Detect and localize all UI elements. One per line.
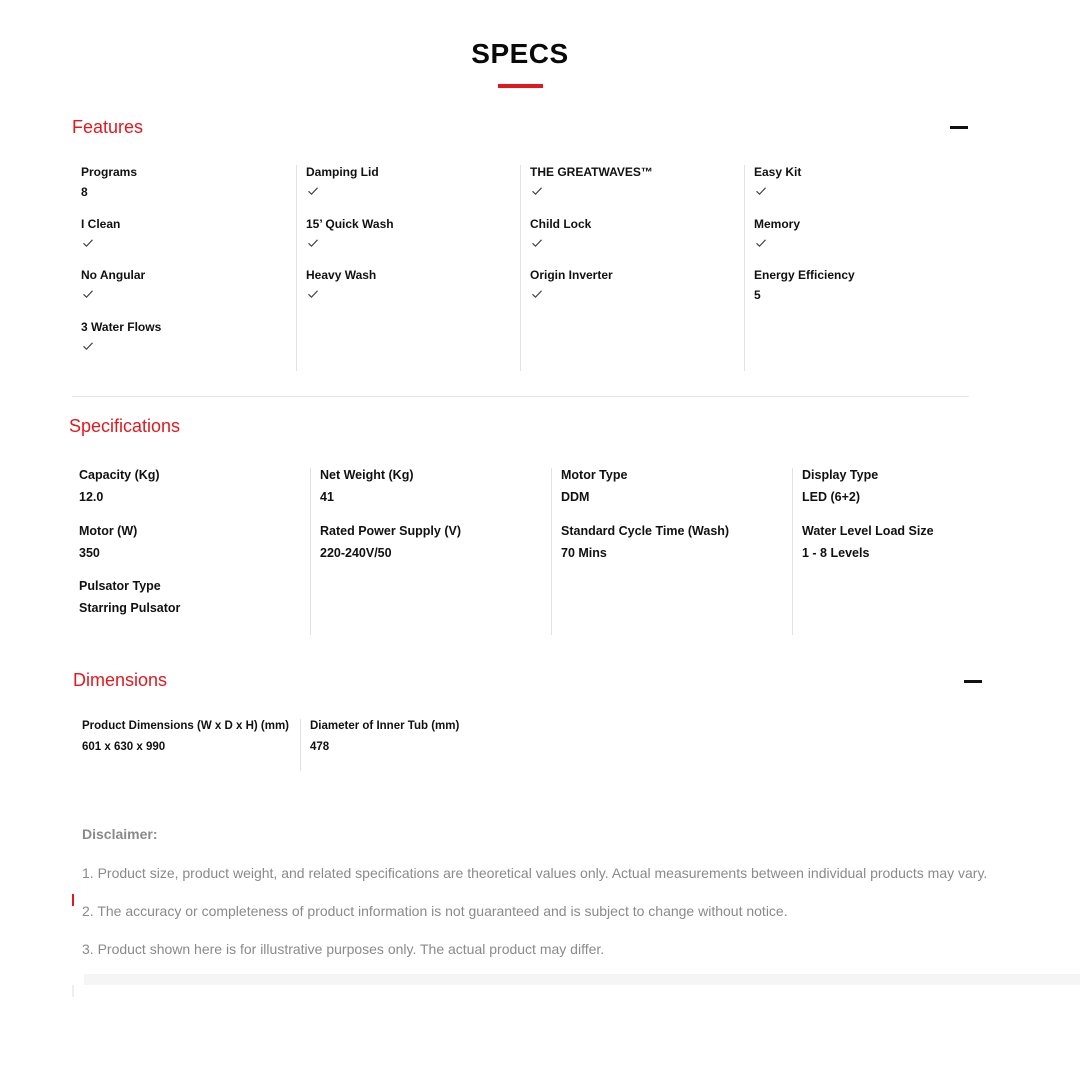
item-label: I Clean bbox=[81, 216, 121, 231]
item-value: 478 bbox=[310, 741, 330, 753]
specifications-item-rated-power-supply-v bbox=[320, 524, 543, 580]
dimensions-item-diameter-of-inner-tub-mm bbox=[310, 719, 519, 771]
item-value: 1 - 8 Levels bbox=[802, 545, 870, 560]
disclaimer-line: 2. The accuracy or completeness of product information is not guaranteed and is subject to change without notice. bbox=[82, 903, 788, 919]
item-label: Memory bbox=[754, 216, 801, 231]
disclaimer bbox=[82, 826, 1042, 956]
check-icon bbox=[307, 185, 319, 197]
item-value: 5 bbox=[754, 288, 761, 302]
specifications-grid bbox=[70, 468, 1033, 635]
specifications-item-pulsator-type bbox=[79, 579, 302, 635]
features-item-easy-kit bbox=[754, 165, 960, 217]
item-value: 601 x 630 x 990 bbox=[82, 741, 166, 753]
item-label: Programs bbox=[81, 165, 138, 179]
features-column bbox=[72, 165, 296, 371]
features-column bbox=[744, 165, 968, 371]
features-heading[interactable]: Features bbox=[72, 117, 144, 137]
page-title: SPECS bbox=[471, 38, 569, 69]
item-label: No Angular bbox=[81, 268, 146, 282]
features-item-3-water-flows bbox=[81, 320, 288, 372]
specifications-column bbox=[310, 468, 551, 635]
specifications-item-water-level-load-size bbox=[802, 524, 1025, 580]
dimensions-heading[interactable]: Dimensions bbox=[73, 670, 168, 690]
features-item-memory bbox=[754, 217, 960, 269]
item-label: THE GREATWAVES™ bbox=[530, 165, 653, 179]
item-label: Heavy Wash bbox=[306, 268, 377, 282]
disclaimer-line: 3. Product shown here is for illustrative purposes only. The actual product may differ. bbox=[82, 941, 605, 957]
dimensions-grid bbox=[73, 719, 527, 771]
specifications-column bbox=[70, 468, 310, 635]
check-icon bbox=[82, 237, 94, 249]
features-grid bbox=[72, 165, 968, 371]
item-label: Child Lock bbox=[530, 216, 592, 231]
item-label: Origin Inverter bbox=[530, 268, 613, 282]
section-divider bbox=[72, 396, 969, 397]
features-item-heavy-wash bbox=[306, 268, 512, 320]
item-label: Motor Type bbox=[561, 468, 628, 482]
ghost-mark bbox=[72, 894, 74, 906]
specifications-item-motor-w bbox=[79, 524, 302, 580]
features-column bbox=[520, 165, 744, 371]
features-item-programs bbox=[81, 165, 288, 217]
item-label: Energy Efficiency bbox=[754, 268, 855, 282]
features-item-15-quick-wash bbox=[306, 217, 512, 269]
specifications-item-net-weight-kg bbox=[320, 468, 543, 524]
item-value: 41 bbox=[320, 490, 334, 504]
item-label: 3 Water Flows bbox=[81, 319, 162, 334]
features-item-child-lock bbox=[530, 217, 736, 269]
item-value: Starring Pulsator bbox=[79, 601, 181, 615]
specifications-item-standard-cycle-time-wash bbox=[561, 524, 784, 580]
specifications-item-display-type bbox=[802, 468, 1025, 524]
item-label: Motor (W) bbox=[79, 523, 138, 538]
item-label: Water Level Load Size bbox=[802, 523, 934, 538]
features-item-no-angular bbox=[81, 268, 288, 320]
ghost-mark bbox=[72, 985, 74, 997]
check-icon bbox=[755, 185, 767, 197]
item-label: Product Dimensions (W x D x H) (mm) bbox=[82, 720, 290, 732]
check-icon bbox=[307, 237, 319, 249]
item-value: LED (6+2) bbox=[802, 490, 861, 504]
item-label: 15’ Quick Wash bbox=[306, 216, 394, 231]
specifications-column bbox=[792, 468, 1033, 635]
item-label: Capacity (Kg) bbox=[79, 468, 160, 482]
features-column bbox=[296, 165, 520, 371]
check-icon bbox=[82, 340, 94, 352]
disclaimer-title: Disclaimer: bbox=[82, 826, 158, 842]
disclaimer-line: 1. Product size, product weight, and related specifications are theoretical values only. Actual measurements between individual products may vary. bbox=[82, 865, 988, 881]
dimensions-item-product-dimensions-w-x-d-x-h-mm bbox=[82, 719, 292, 771]
check-icon bbox=[531, 185, 543, 197]
specifications-item-capacity-kg bbox=[79, 468, 302, 524]
specifications-heading[interactable]: Specifications bbox=[69, 416, 181, 436]
features-collapse-minus-icon[interactable] bbox=[949, 118, 969, 138]
features-item-i-clean bbox=[81, 217, 288, 269]
dimensions-collapse-minus-icon[interactable] bbox=[963, 672, 983, 692]
dimensions-column bbox=[300, 719, 527, 771]
specifications-column bbox=[551, 468, 792, 635]
dimensions-column bbox=[73, 719, 300, 771]
item-label: Damping Lid bbox=[306, 165, 379, 179]
features-item-damping-lid bbox=[306, 165, 512, 217]
check-icon bbox=[307, 288, 319, 300]
check-icon bbox=[531, 237, 543, 249]
item-label: Diameter of Inner Tub (mm) bbox=[310, 720, 460, 732]
title-underline bbox=[498, 84, 543, 88]
item-label: Net Weight (Kg) bbox=[320, 468, 414, 482]
item-label: Rated Power Supply (V) bbox=[320, 523, 461, 538]
item-value: 220-240V/50 bbox=[320, 545, 392, 560]
features-item-the-greatwaves bbox=[530, 165, 736, 217]
item-label: Standard Cycle Time (Wash) bbox=[561, 523, 730, 538]
item-value: 350 bbox=[79, 545, 100, 560]
check-icon bbox=[82, 288, 94, 300]
item-value: 12.0 bbox=[79, 490, 104, 504]
item-label: Easy Kit bbox=[754, 165, 802, 179]
check-icon bbox=[755, 237, 767, 249]
item-label: Display Type bbox=[802, 468, 879, 482]
item-value: DDM bbox=[561, 490, 590, 504]
item-label: Pulsator Type bbox=[79, 579, 161, 593]
features-item-energy-efficiency bbox=[754, 268, 960, 320]
item-value: 8 bbox=[81, 185, 88, 199]
features-item-origin-inverter bbox=[530, 268, 736, 320]
specifications-item-motor-type bbox=[561, 468, 784, 524]
bottom-bar bbox=[84, 974, 1080, 985]
check-icon bbox=[531, 288, 543, 300]
item-value: 70 Mins bbox=[561, 545, 607, 560]
